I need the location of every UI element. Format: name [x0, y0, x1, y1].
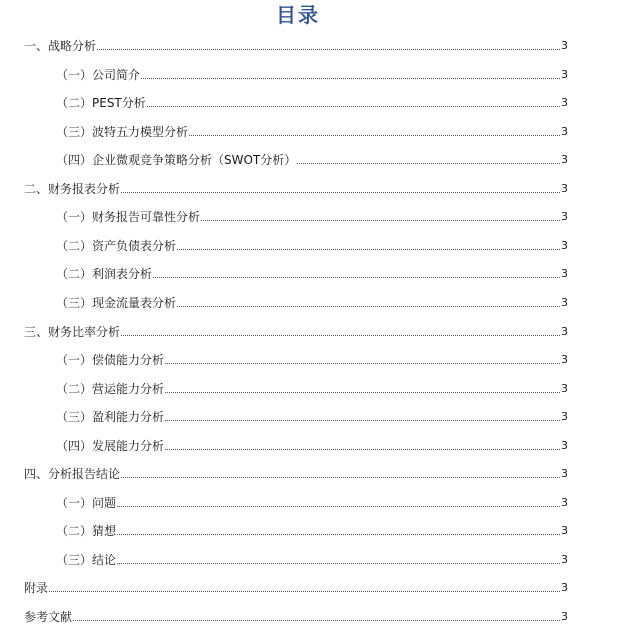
- toc-entry[interactable]: [56, 436, 568, 454]
- toc-page-number: 3: [561, 524, 568, 538]
- toc-entry[interactable]: [24, 322, 568, 340]
- toc-dot-leader: [189, 135, 560, 136]
- toc-page-number: 3: [561, 495, 568, 509]
- toc-dot-leader: [117, 563, 560, 564]
- toc-entry[interactable]: [56, 122, 568, 140]
- toc-entry-text: （一）问题: [56, 495, 117, 510]
- toc-entry-text: （一）财务报告可靠性分析: [56, 210, 201, 225]
- toc-dot-leader: [165, 420, 560, 421]
- toc-entry-text: 参考文献: [24, 610, 73, 624]
- toc-entry[interactable]: [24, 36, 568, 54]
- toc-dot-leader: [117, 506, 560, 507]
- toc-page-number: 3: [561, 324, 568, 338]
- toc-entry-text: 四、分析报告结论: [24, 467, 121, 482]
- toc-page-number: 3: [561, 295, 568, 309]
- toc-dot-leader: [165, 449, 560, 450]
- toc-entry-text: （一）公司简介: [56, 67, 141, 82]
- toc-page-number: 3: [561, 353, 568, 367]
- toc-dot-leader: [165, 363, 560, 364]
- toc-page-number: 3: [561, 67, 568, 81]
- toc-entry[interactable]: [24, 607, 568, 625]
- toc-entry-text: （二）资产负债表分析: [56, 238, 177, 253]
- toc-entry-text: （二）猜想: [56, 524, 117, 539]
- toc-entry-text: 附录: [24, 581, 49, 596]
- toc-page-number: 3: [561, 153, 568, 167]
- toc-entry-text: （三）结论: [56, 552, 117, 567]
- toc-page-number: 3: [561, 552, 568, 566]
- toc-entry-text: （三）盈利能力分析: [56, 410, 165, 425]
- toc-entry[interactable]: [56, 150, 568, 168]
- toc-entry[interactable]: [56, 407, 568, 425]
- toc-dot-leader: [177, 249, 560, 250]
- toc-dot-leader: [147, 106, 560, 107]
- toc-dot-leader: [117, 534, 560, 535]
- toc-entry-text: （一）偿债能力分析: [56, 353, 165, 368]
- toc-dot-leader: [97, 49, 560, 50]
- toc-entry[interactable]: [56, 521, 568, 539]
- toc-entry[interactable]: [56, 550, 568, 568]
- toc-entry-text: （四）企业微观竞争策略分析（SWOT分析）: [56, 153, 297, 168]
- toc-dot-leader: [73, 620, 560, 621]
- toc-dot-leader: [141, 78, 560, 79]
- toc-entry[interactable]: [56, 350, 568, 368]
- toc-page-number: 3: [561, 410, 568, 424]
- toc-entry[interactable]: [56, 65, 568, 83]
- toc-page-number: 3: [561, 267, 568, 281]
- toc-entry[interactable]: [56, 264, 568, 282]
- toc-dot-leader: [297, 163, 560, 164]
- toc-page-number: 3: [561, 210, 568, 224]
- toc-entry[interactable]: [56, 493, 568, 511]
- toc-page-number: 3: [561, 438, 568, 452]
- toc-page-number: 3: [561, 39, 568, 52]
- toc-entry-text: 三、财务比率分析: [24, 324, 121, 339]
- toc-page-number: 3: [561, 581, 568, 595]
- toc-dot-leader: [153, 277, 560, 278]
- toc-entry-text: （三）波特五力模型分析: [56, 124, 189, 139]
- toc-entry[interactable]: [24, 464, 568, 482]
- toc-entry-text: （二）营运能力分析: [56, 381, 165, 396]
- toc-entry-text: 一、战略分析: [24, 39, 97, 53]
- toc-entry[interactable]: [56, 207, 568, 225]
- toc-entry[interactable]: [24, 578, 568, 596]
- toc-entry[interactable]: [24, 179, 568, 197]
- toc-page-number: 3: [561, 610, 568, 623]
- toc-page-number: 3: [561, 467, 568, 481]
- toc-dot-leader: [121, 192, 560, 193]
- toc-entry-text: （四）发展能力分析: [56, 438, 165, 453]
- toc-entry-text: （二）PEST分析: [56, 96, 146, 111]
- toc-dot-leader: [49, 591, 560, 592]
- toc-dot-leader: [121, 477, 560, 478]
- toc-entry[interactable]: [56, 93, 568, 111]
- toc-entry[interactable]: [56, 236, 568, 254]
- toc-page-number: 3: [561, 238, 568, 252]
- toc-page-number: 3: [561, 181, 568, 195]
- toc-dot-leader: [121, 335, 560, 336]
- toc-entry[interactable]: [56, 379, 568, 397]
- toc-page-number: 3: [561, 96, 568, 110]
- toc-title: 目录: [276, 3, 320, 27]
- toc-entry-text: 二、财务报表分析: [24, 181, 121, 196]
- toc-entry-text: （三）现金流量表分析: [56, 295, 177, 310]
- toc-dot-leader: [165, 392, 560, 393]
- toc-entry[interactable]: [56, 293, 568, 311]
- toc-dot-leader: [201, 220, 560, 221]
- toc-dot-leader: [177, 306, 560, 307]
- toc-page-number: 3: [561, 381, 568, 395]
- toc-entry-text: （二）利润表分析: [56, 267, 153, 282]
- toc-page-number: 3: [561, 124, 568, 138]
